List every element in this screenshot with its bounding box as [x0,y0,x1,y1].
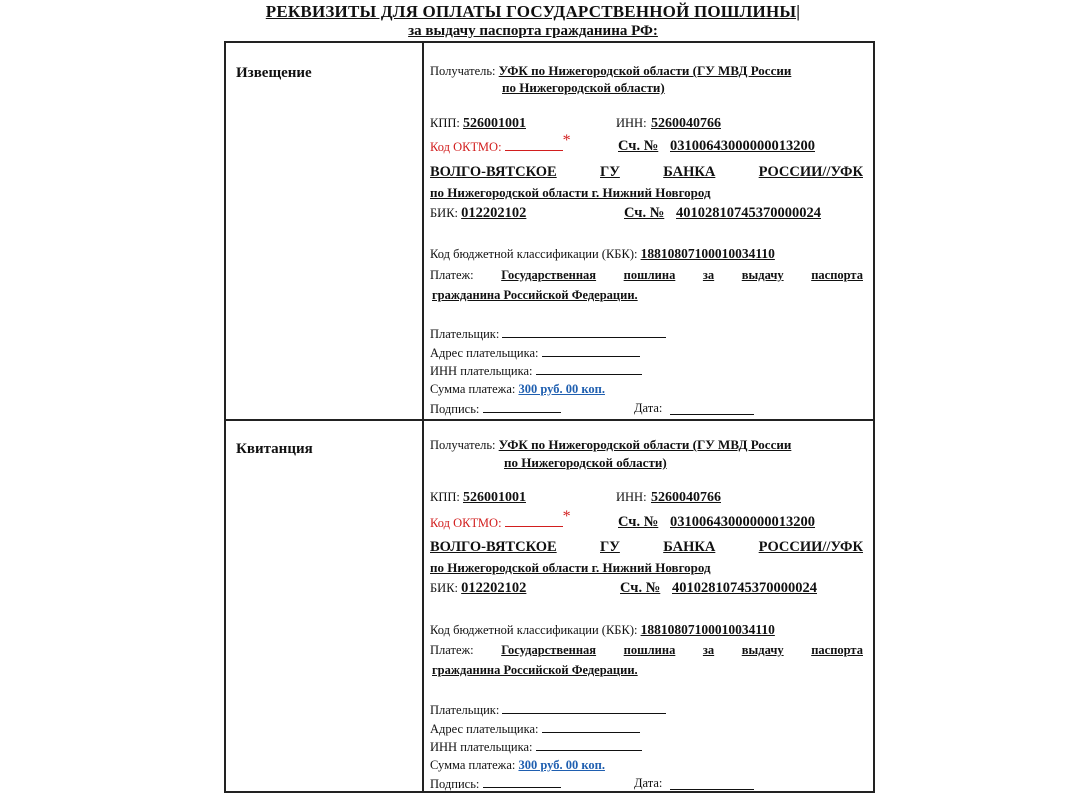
payer-address-field[interactable] [542,345,640,357]
oktmo-blank [505,139,563,151]
payer-inn-label: ИНН плательщика: [430,740,533,754]
payment-label: Платеж: [430,643,474,657]
bank-row-2 [430,185,867,201]
sign-row [430,401,867,417]
document-subtitle: за выдачу паспорта гражданина РФ: [408,23,658,39]
bank-word: РОССИИ//УФК [758,164,863,180]
recipient-label: Получатель: [430,438,496,452]
payer-inn-field[interactable] [536,739,642,751]
sum-label: Сумма платежа: [430,758,516,772]
recipient-value-cont: по Нижегородской области) [504,455,667,470]
sum-value: 300 руб. 00 коп. [518,758,605,772]
payment-word: за [702,643,715,657]
recipient-row-2 [502,80,867,96]
payment-form [224,41,875,793]
bik-label: БИК: [430,206,459,220]
section-receipt [226,419,873,795]
payment-word: пошлина [623,643,676,657]
section-content [430,43,867,419]
corr-label: Сч. № [624,205,665,221]
kbk-row [430,622,867,638]
bank-row [430,539,863,556]
payer-inn-row [430,739,867,755]
payer-inn-row [430,363,867,379]
payment-row-2 [432,288,867,303]
bank-word: БАНКА [663,539,716,555]
sum-value: 300 руб. 00 коп. [518,382,605,396]
oktmo-asterisk: * [562,508,571,525]
oktmo-label: Код ОКТМО: [430,516,502,530]
oktmo-row [430,508,867,532]
section-label: Извещение [236,65,312,81]
recipient-value: УФК по Нижегородской области (ГУ МВД России [498,437,792,452]
kpp-inn-row [430,116,867,132]
section-content [430,419,867,795]
date-field[interactable] [670,778,754,790]
payer-address-field[interactable] [542,721,640,733]
inn-value: 5260040766 [651,490,721,505]
recipient-label: Получатель: [430,64,496,78]
date-label: Дата: [634,401,663,415]
kpp-value: 526001001 [463,490,526,505]
corr-label: Сч. № [620,580,661,596]
payment-row [430,643,863,658]
kbk-label: Код бюджетной классификации (КБК): [430,623,638,637]
recipient-row [430,63,867,79]
payer-field[interactable] [502,702,666,714]
bik-row [430,205,867,222]
sign-field[interactable] [483,401,561,413]
account-label: Сч. № [618,138,659,154]
date-label: Дата: [634,776,663,790]
payment-word: за [702,268,715,282]
section-notice [226,43,873,419]
account-value: 03100643000000013200 [670,138,815,154]
document-title: РЕКВИЗИТЫ ДЛЯ ОПЛАТЫ ГОСУДАРСТВЕННОЙ ПОШЛИНЫ| [265,2,801,21]
payer-inn-field[interactable] [536,363,642,375]
kbk-label: Код бюджетной классификации (КБК): [430,247,638,261]
kbk-row [430,246,867,262]
bank-word: ВОЛГО-ВЯТСКОЕ [430,539,557,555]
payer-row [430,702,867,718]
bik-row [430,580,867,597]
corr-value: 40102810745370000024 [676,205,821,221]
sign-row [430,776,867,792]
kpp-inn-row [430,490,867,506]
payment-word: Государственная [501,268,597,282]
bank-word: БАНКА [663,164,716,180]
payment-purpose-cont: гражданина Российской Федерации. [432,288,638,302]
payer-row [430,326,867,342]
bank-word: ВОЛГО-ВЯТСКОЕ [430,164,557,180]
recipient-value-cont: по Нижегородской области) [502,80,665,95]
recipient-row-2 [504,455,867,471]
recipient-value: УФК по Нижегородской области (ГУ МВД России [498,63,792,78]
oktmo-blank [505,515,563,527]
payer-address-label: Адрес плательщика: [430,346,539,360]
oktmo-label: Код ОКТМО: [430,140,502,154]
payment-word: паспорта [811,268,863,282]
bank-word: ГУ [600,539,620,555]
sign-label: Подпись: [430,402,480,416]
account-label: Сч. № [618,514,659,530]
payment-word: выдачу [741,268,784,282]
payer-address-row [430,345,867,361]
payer-inn-label: ИНН плательщика: [430,364,533,378]
sum-label: Сумма платежа: [430,382,516,396]
payment-word: выдачу [741,643,784,657]
payer-field[interactable] [502,326,666,338]
sum-row [430,758,867,773]
kbk-value: 18810807100010034110 [640,246,775,261]
recipient-row [430,437,867,453]
payer-label: Плательщик: [430,327,500,341]
bik-value: 012202102 [461,580,527,596]
account-value: 03100643000000013200 [670,514,815,530]
kpp-value: 526001001 [463,116,526,131]
payer-address-row [430,721,867,737]
payment-word: Государственная [501,643,597,657]
sign-label: Подпись: [430,777,480,791]
oktmo-asterisk: * [562,132,571,149]
kpp-label: КПП: [430,116,460,130]
bank-city: по Нижегородской области г. Нижний Новгород [430,560,711,575]
bank-word: ГУ [600,164,620,180]
bank-row [430,164,863,181]
payer-label: Плательщик: [430,703,500,717]
inn-value: 5260040766 [651,116,721,131]
oktmo-row [430,132,867,156]
kpp-label: КПП: [430,490,460,504]
payment-purpose-cont: гражданина Российской Федерации. [432,663,638,677]
payment-row [430,268,863,283]
payment-row-2 [432,663,867,678]
payer-address-label: Адрес плательщика: [430,722,539,736]
sum-row [430,382,867,397]
bik-value: 012202102 [461,205,527,221]
bank-word: РОССИИ//УФК [758,539,863,555]
payment-word: пошлина [623,268,676,282]
payment-label: Платеж: [430,268,474,282]
bank-city: по Нижегородской области г. Нижний Новгород [430,185,711,200]
payment-word: паспорта [811,643,863,657]
bik-label: БИК: [430,581,459,595]
sign-field[interactable] [483,776,561,788]
inn-label: ИНН: [616,490,647,504]
section-label: Квитанция [236,441,313,457]
inn-label: ИНН: [616,116,647,130]
bank-row-2 [430,560,867,576]
date-field[interactable] [670,403,754,415]
corr-value: 40102810745370000024 [672,580,817,596]
kbk-value: 18810807100010034110 [640,622,775,637]
